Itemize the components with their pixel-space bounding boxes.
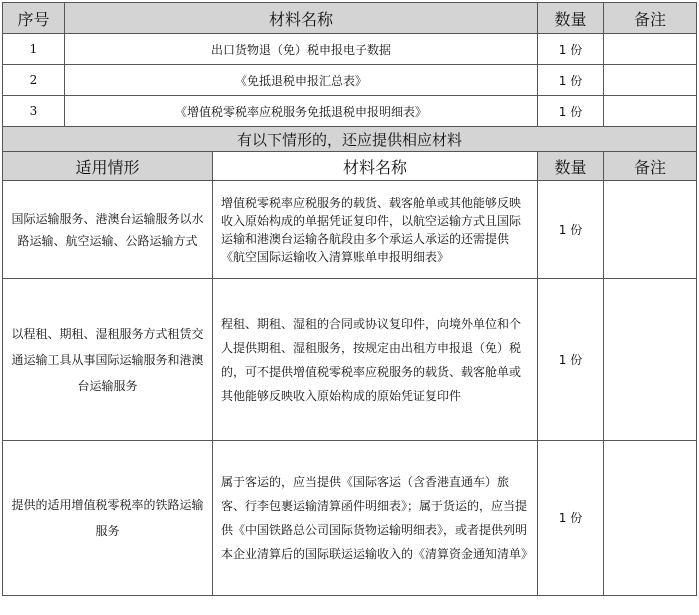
material-quantity: 1 份 — [538, 65, 604, 96]
condition-situation: 以程租、期租、湿租服务方式租赁交通运输工具从事国际运输服务和港澳台运输服务 — [3, 279, 213, 441]
material-name: 出口货物退（免）税申报电子数据 — [65, 34, 538, 65]
header-quantity: 数量 — [538, 3, 604, 34]
header-quantity-2: 数量 — [538, 152, 604, 181]
material-name: 《免抵退税申报汇总表》 — [65, 65, 538, 96]
condition-note — [604, 441, 697, 596]
row-number: 2 — [3, 65, 65, 96]
material-note — [604, 65, 697, 96]
condition-situation: 国际运输服务、港澳台运输服务以水路运输、航空运输、公路运输方式 — [3, 181, 213, 279]
header-seq: 序号 — [3, 3, 65, 34]
header-material-name-2: 材料名称 — [213, 152, 538, 181]
section-title-row — [3, 127, 697, 152]
header-situation: 适用情形 — [3, 152, 213, 181]
material-name: 《增值税零税率应税服务免抵退税申报明细表》 — [65, 96, 538, 127]
row-number: 1 — [3, 34, 65, 65]
material-note — [604, 34, 697, 65]
table-row — [3, 65, 697, 96]
condition-material: 属于客运的，应当提供《国际客运（含香港直通车）旅客、行李包裹运输清算函件明细表》；属于货运的，应当提供《中国铁路总公司国际货物运输明细表》，或者提供列明本企业清算后的国际联运运输收入的《清算资金通知清单》 — [213, 441, 538, 596]
table-header-row — [3, 3, 697, 34]
condition-quantity: 1 份 — [538, 279, 604, 441]
section-title: 有以下情形的，还应提供相应材料 — [3, 127, 697, 152]
header-material-name: 材料名称 — [65, 3, 538, 34]
condition-row — [3, 441, 697, 596]
condition-material: 增值税零税率应税服务的载货、载客舱单或其他能够反映收入原始构成的单据凭证复印件，以航空运输方式且国际运输和港澳台运输各航段由多个承运人承运的还需提供《航空国际运输收入清算账单申报明细表》 — [213, 181, 538, 279]
condition-row — [3, 279, 697, 441]
material-quantity: 1 份 — [538, 34, 604, 65]
material-quantity: 1 份 — [538, 96, 604, 127]
table-row — [3, 96, 697, 127]
header-note: 备注 — [604, 3, 697, 34]
material-note — [604, 96, 697, 127]
condition-row — [3, 181, 697, 279]
condition-note — [604, 181, 697, 279]
condition-material: 程租、期租、湿租的合同或协议复印件，向境外单位和个人提供期租、湿租服务，按规定由出租方申报退（免）税的，可不提供增值税零税率应税服务的载货、载客舱单或其他能够反映收入原始构成的原始凭证复印件 — [213, 279, 538, 441]
header-note-2: 备注 — [604, 152, 697, 181]
materials-table — [2, 2, 697, 596]
conditions-header-row — [3, 152, 697, 181]
condition-quantity: 1 份 — [538, 441, 604, 596]
condition-quantity: 1 份 — [538, 181, 604, 279]
row-number: 3 — [3, 96, 65, 127]
condition-note — [604, 279, 697, 441]
table-row — [3, 34, 697, 65]
condition-situation: 提供的适用增值税零税率的铁路运输服务 — [3, 441, 213, 596]
